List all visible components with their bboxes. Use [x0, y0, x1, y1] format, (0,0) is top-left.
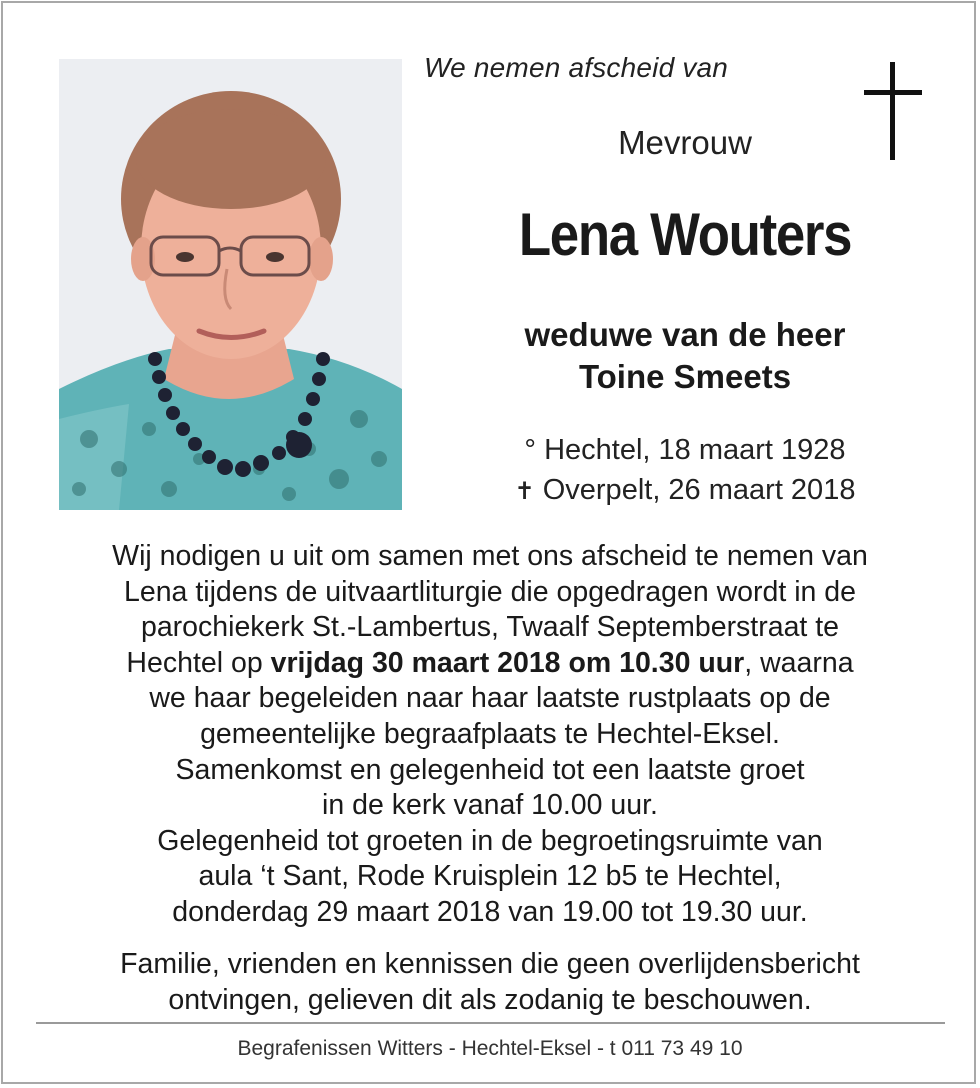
spouse-block	[400, 314, 970, 398]
portrait-photo	[59, 59, 402, 510]
spouse-line-1: weduwe van de heer	[524, 316, 846, 353]
deceased-name: Lena Wouters	[518, 201, 852, 268]
body-line: Lena tijdens de uitvaartliturgie die opgedragen wordt in de	[124, 575, 856, 608]
funeral-home-footer: Begrafenissen Witters - Hechtel-Eksel - t 011 73 49 10	[237, 1037, 743, 1060]
honorific: Mevrouw	[618, 124, 752, 161]
service-announcement	[40, 539, 940, 931]
body-line	[40, 646, 940, 682]
closing-note	[40, 946, 940, 1018]
body-line: Gelegenheid tot groeten in de begroetingsruimte van	[157, 824, 823, 857]
body-line: we haar begeleiden naar haar laatste rustplaats op de	[149, 682, 831, 715]
body-line: Wij nodigen u uit om samen met ons afscheid te nemen van	[112, 540, 868, 572]
service-datetime: vrijdag 30 maart 2018 om 10.30 uur	[270, 646, 745, 679]
death-line	[400, 470, 970, 512]
birth-text: Hechtel, 18 maart 1928	[544, 434, 846, 466]
death-text: Overpelt, 26 maart 2018	[542, 474, 856, 506]
body-line-4-pre: Hechtel op	[126, 646, 271, 679]
body-line: aula ‘t Sant, Rode Kruisplein 12 b5 te Hechtel,	[198, 860, 782, 893]
dates-block	[400, 430, 970, 512]
body-line: Samenkomst en gelegenheid tot een laatste groet	[175, 753, 805, 786]
death-symbol: ✝	[514, 478, 535, 505]
body-line: parochiekerk St.-Lambertus, Twaalf Septemberstraat te	[140, 611, 840, 644]
footer-divider	[36, 1022, 945, 1024]
intro-text: We nemen afscheid van	[424, 52, 729, 83]
closing-line-1: Familie, vrienden en kennissen die geen overlijdensbericht	[120, 948, 860, 980]
birth-symbol: °	[524, 434, 537, 466]
birth-line	[400, 430, 970, 470]
body-line: in de kerk vanaf 10.00 uur.	[322, 789, 658, 822]
closing-line-2: ontvingen, gelieven dit als zodanig te beschouwen.	[168, 984, 812, 1016]
spouse-name: Toine Smeets	[578, 358, 792, 395]
body-line: gemeentelijke begraafplaats te Hechtel-Eksel.	[200, 717, 780, 750]
body-line: donderdag 29 maart 2018 van 19.00 tot 19.30 uur.	[172, 895, 808, 928]
body-line-4-post: , waarna	[744, 646, 854, 679]
